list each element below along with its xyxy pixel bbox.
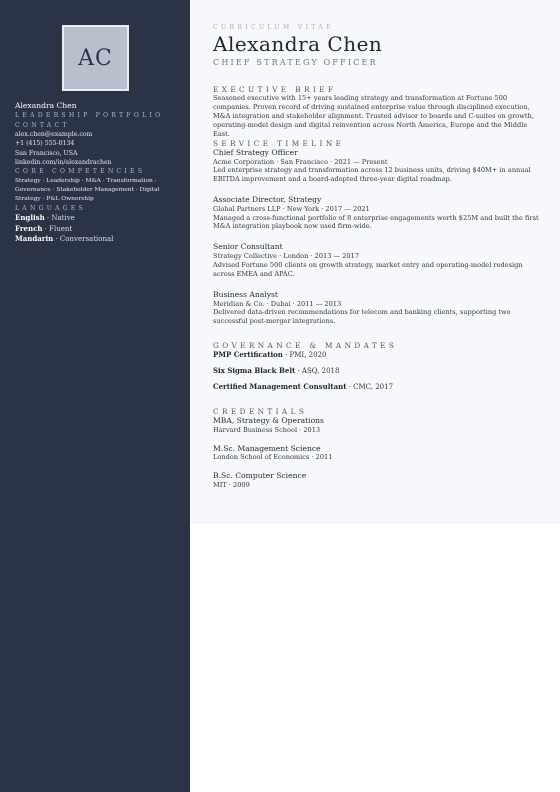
job-title: Senior Consultant (213, 242, 283, 252)
avatar-initials: AC (78, 45, 113, 71)
contact-email[interactable]: alex.chen@example.com (15, 131, 93, 138)
language-level: · Native (44, 214, 75, 223)
section-title-governance: GOVERNANCE & MANDATES (213, 341, 398, 351)
contact-label: CONTACT (15, 121, 70, 129)
competencies-list: Strategy · Leadership · M&A · Transformation · Governance · Stakeholder Management · Digital Strategy · P&L Ownership (15, 177, 160, 202)
language-name: French (15, 223, 43, 233)
certification-item (213, 382, 539, 392)
certification-name: Six Sigma Black Belt (213, 366, 296, 376)
sidebar-name: Alexandra Chen (15, 101, 77, 110)
main-panel (190, 0, 560, 524)
job-title: Chief Strategy Officer (213, 147, 298, 157)
contact-linkedin[interactable]: linkedin.com/in/alexandrachen (15, 158, 112, 166)
job-description: Led enterprise strategy and transformation across 12 business units, driving $40M+ in annual EBITDA improvement and a board-adopted three-year digital roadmap. (213, 166, 531, 184)
language-item (15, 234, 185, 245)
contact-location: San Francisco, USA (15, 149, 78, 157)
language-level: · Fluent (42, 224, 73, 233)
job-description: Managed a cross-functional portfolio of 8 enterprise engagements worth $25M and built the first M&A integration playbook now used firm-wide. (213, 213, 539, 231)
main-content (213, 24, 539, 490)
sidebar-content (15, 101, 185, 245)
certification-name: PMP Certification (213, 350, 283, 360)
credential-school: London School of Economics · 2011 (213, 453, 333, 462)
competencies-label: CORE COMPETENCIES (15, 168, 146, 176)
page-title: Alexandra Chen (213, 32, 383, 56)
cv-label: CURRICULUM VITAE (213, 24, 334, 31)
role-title: CHIEF STRATEGY OFFICER (213, 58, 378, 67)
job-entry (213, 242, 539, 278)
languages-label: LANGUAGES (15, 204, 86, 212)
credential-degree: B.Sc. Computer Science (213, 471, 307, 481)
certification-name: Certified Management Consultant (213, 382, 347, 392)
section-title-credentials: CREDENTIALS (213, 407, 308, 417)
job-description: Delivered data-driven recommendations for telecom and banking clients, supporting two successful post-merger integrations. (213, 308, 511, 326)
brief-text: Seasoned executive with 15+ years leading strategy and transformation at Fortune 500 companies. Proven record of driving sustained enterprise value through disciplined execution, M&A integration and stakeholder alignment. Trusted advisor to boards and C-suites on growth, operating-model design and digital reinvention across North America, Europe and the Middle East. (213, 94, 534, 138)
sidebar (0, 0, 190, 792)
language-name: English (15, 213, 45, 223)
credential-entry (213, 444, 539, 463)
contact-phone[interactable]: +1 (415) 555-0134 (15, 140, 75, 148)
job-meta: Strategy Collective · London · 2013 — 2017 (213, 252, 360, 261)
language-item (15, 224, 185, 235)
job-meta: Global Partners LLP · New York · 2017 — 2021 (213, 204, 370, 213)
certification-detail: · ASQ, 2018 (295, 367, 340, 376)
credential-degree: M.Sc. Management Science (213, 443, 321, 453)
certification-detail: · PMI, 2020 (282, 351, 327, 360)
credential-entry (213, 416, 539, 435)
job-meta: Meridian & Co. · Dubai · 2011 — 2013 (213, 299, 342, 308)
credential-degree: MBA, Strategy & Operations (213, 416, 324, 426)
language-level: · Conversational (53, 235, 114, 244)
credential-entry (213, 471, 539, 490)
job-title: Business Analyst (213, 289, 278, 299)
portfolio-label: LEADERSHIP PORTFOLIO (15, 112, 164, 119)
job-entry (213, 290, 539, 326)
certification-item (213, 366, 539, 376)
certification-item (213, 350, 539, 360)
job-meta: Acme Corporation · San Francisco · 2021 — Present (213, 157, 388, 166)
language-item (15, 213, 185, 224)
section-title-timeline: SERVICE TIMELINE (213, 138, 345, 148)
job-entry (213, 195, 539, 231)
certification-detail: · CMC, 2017 (346, 383, 394, 392)
job-title: Associate Director, Strategy (213, 194, 322, 204)
language-name: Mandarin (15, 234, 54, 244)
section-title-brief: EXECUTIVE BRIEF (213, 85, 337, 94)
job-description: Advised Fortune 500 clients on growth strategy, market entry and operating-model redesign across EMEA and APAC. (213, 260, 523, 278)
avatar (62, 25, 129, 91)
credential-school: Harvard Business School · 2013 (213, 425, 321, 434)
credential-school: MIT · 2009 (213, 480, 250, 489)
job-entry (213, 148, 539, 184)
